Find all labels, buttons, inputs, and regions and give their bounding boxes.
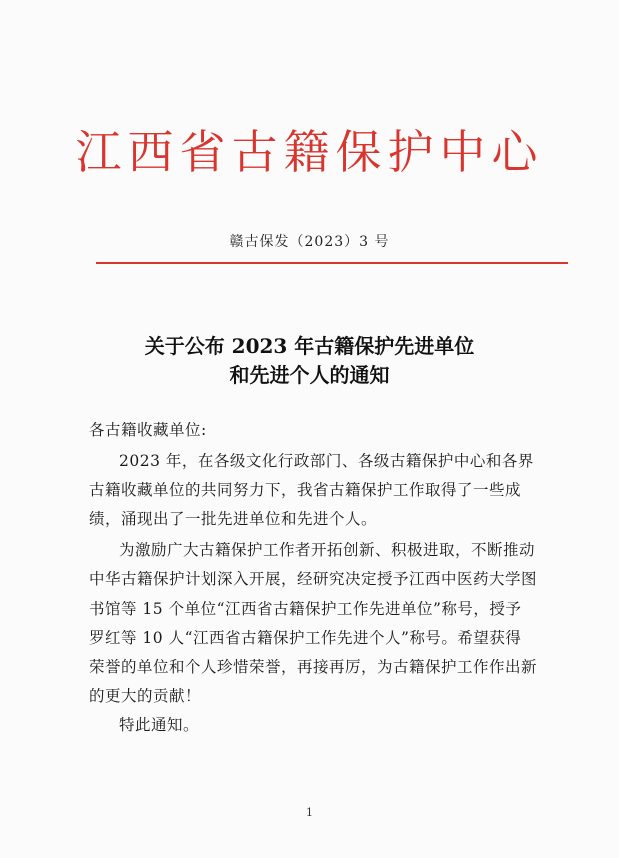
page-number: 1 [306,806,313,819]
paragraph-1-line-3: 绩，涌现出了一批先进单位和先进个人。 [89,510,378,528]
closing-line: 特此通知。 [119,716,200,734]
org-header-title: 江西省古籍保护中心 [75,125,544,179]
salutation: 各古籍收藏单位: [89,421,207,439]
paragraph-2-line-6: 的更大的贡献！ [89,687,202,705]
paragraph-1-line-1: 2023 年，在各级文化行政部门、各级古籍保护中心和各界 [119,452,534,470]
notice-title-line-2: 和先进个人的通知 [229,363,390,387]
paragraph-1-line-2: 古籍收藏单位的共同努力下，我省古籍保护工作取得了一些成 [89,481,522,499]
paragraph-2-line-1: 为激励广大古籍保护工作者开拓创新、积极进取，不断推动 [119,541,536,559]
paragraph-2-line-2: 中华古籍保护计划深入开展，经研究决定授予江西中医药大学图 [89,570,538,588]
paragraph-2-line-5: 荣誉的单位和个人珍惜荣誉，再接再厉，为古籍保护工作作出新 [89,658,538,676]
notice-title-line-1: 关于公布 2023 年古籍保护先进单位 [144,334,475,358]
document-number: 赣古保发（2023）3 号 [229,234,390,250]
paragraph-2-line-3: 书馆等 15 个单位“江西省古籍保护工作先进单位”称号，授予 [89,600,522,618]
paragraph-2-line-4: 罗红等 10 人“江西省古籍保护工作先进个人”称号。希望获得 [89,629,522,647]
header-divider [96,262,568,264]
